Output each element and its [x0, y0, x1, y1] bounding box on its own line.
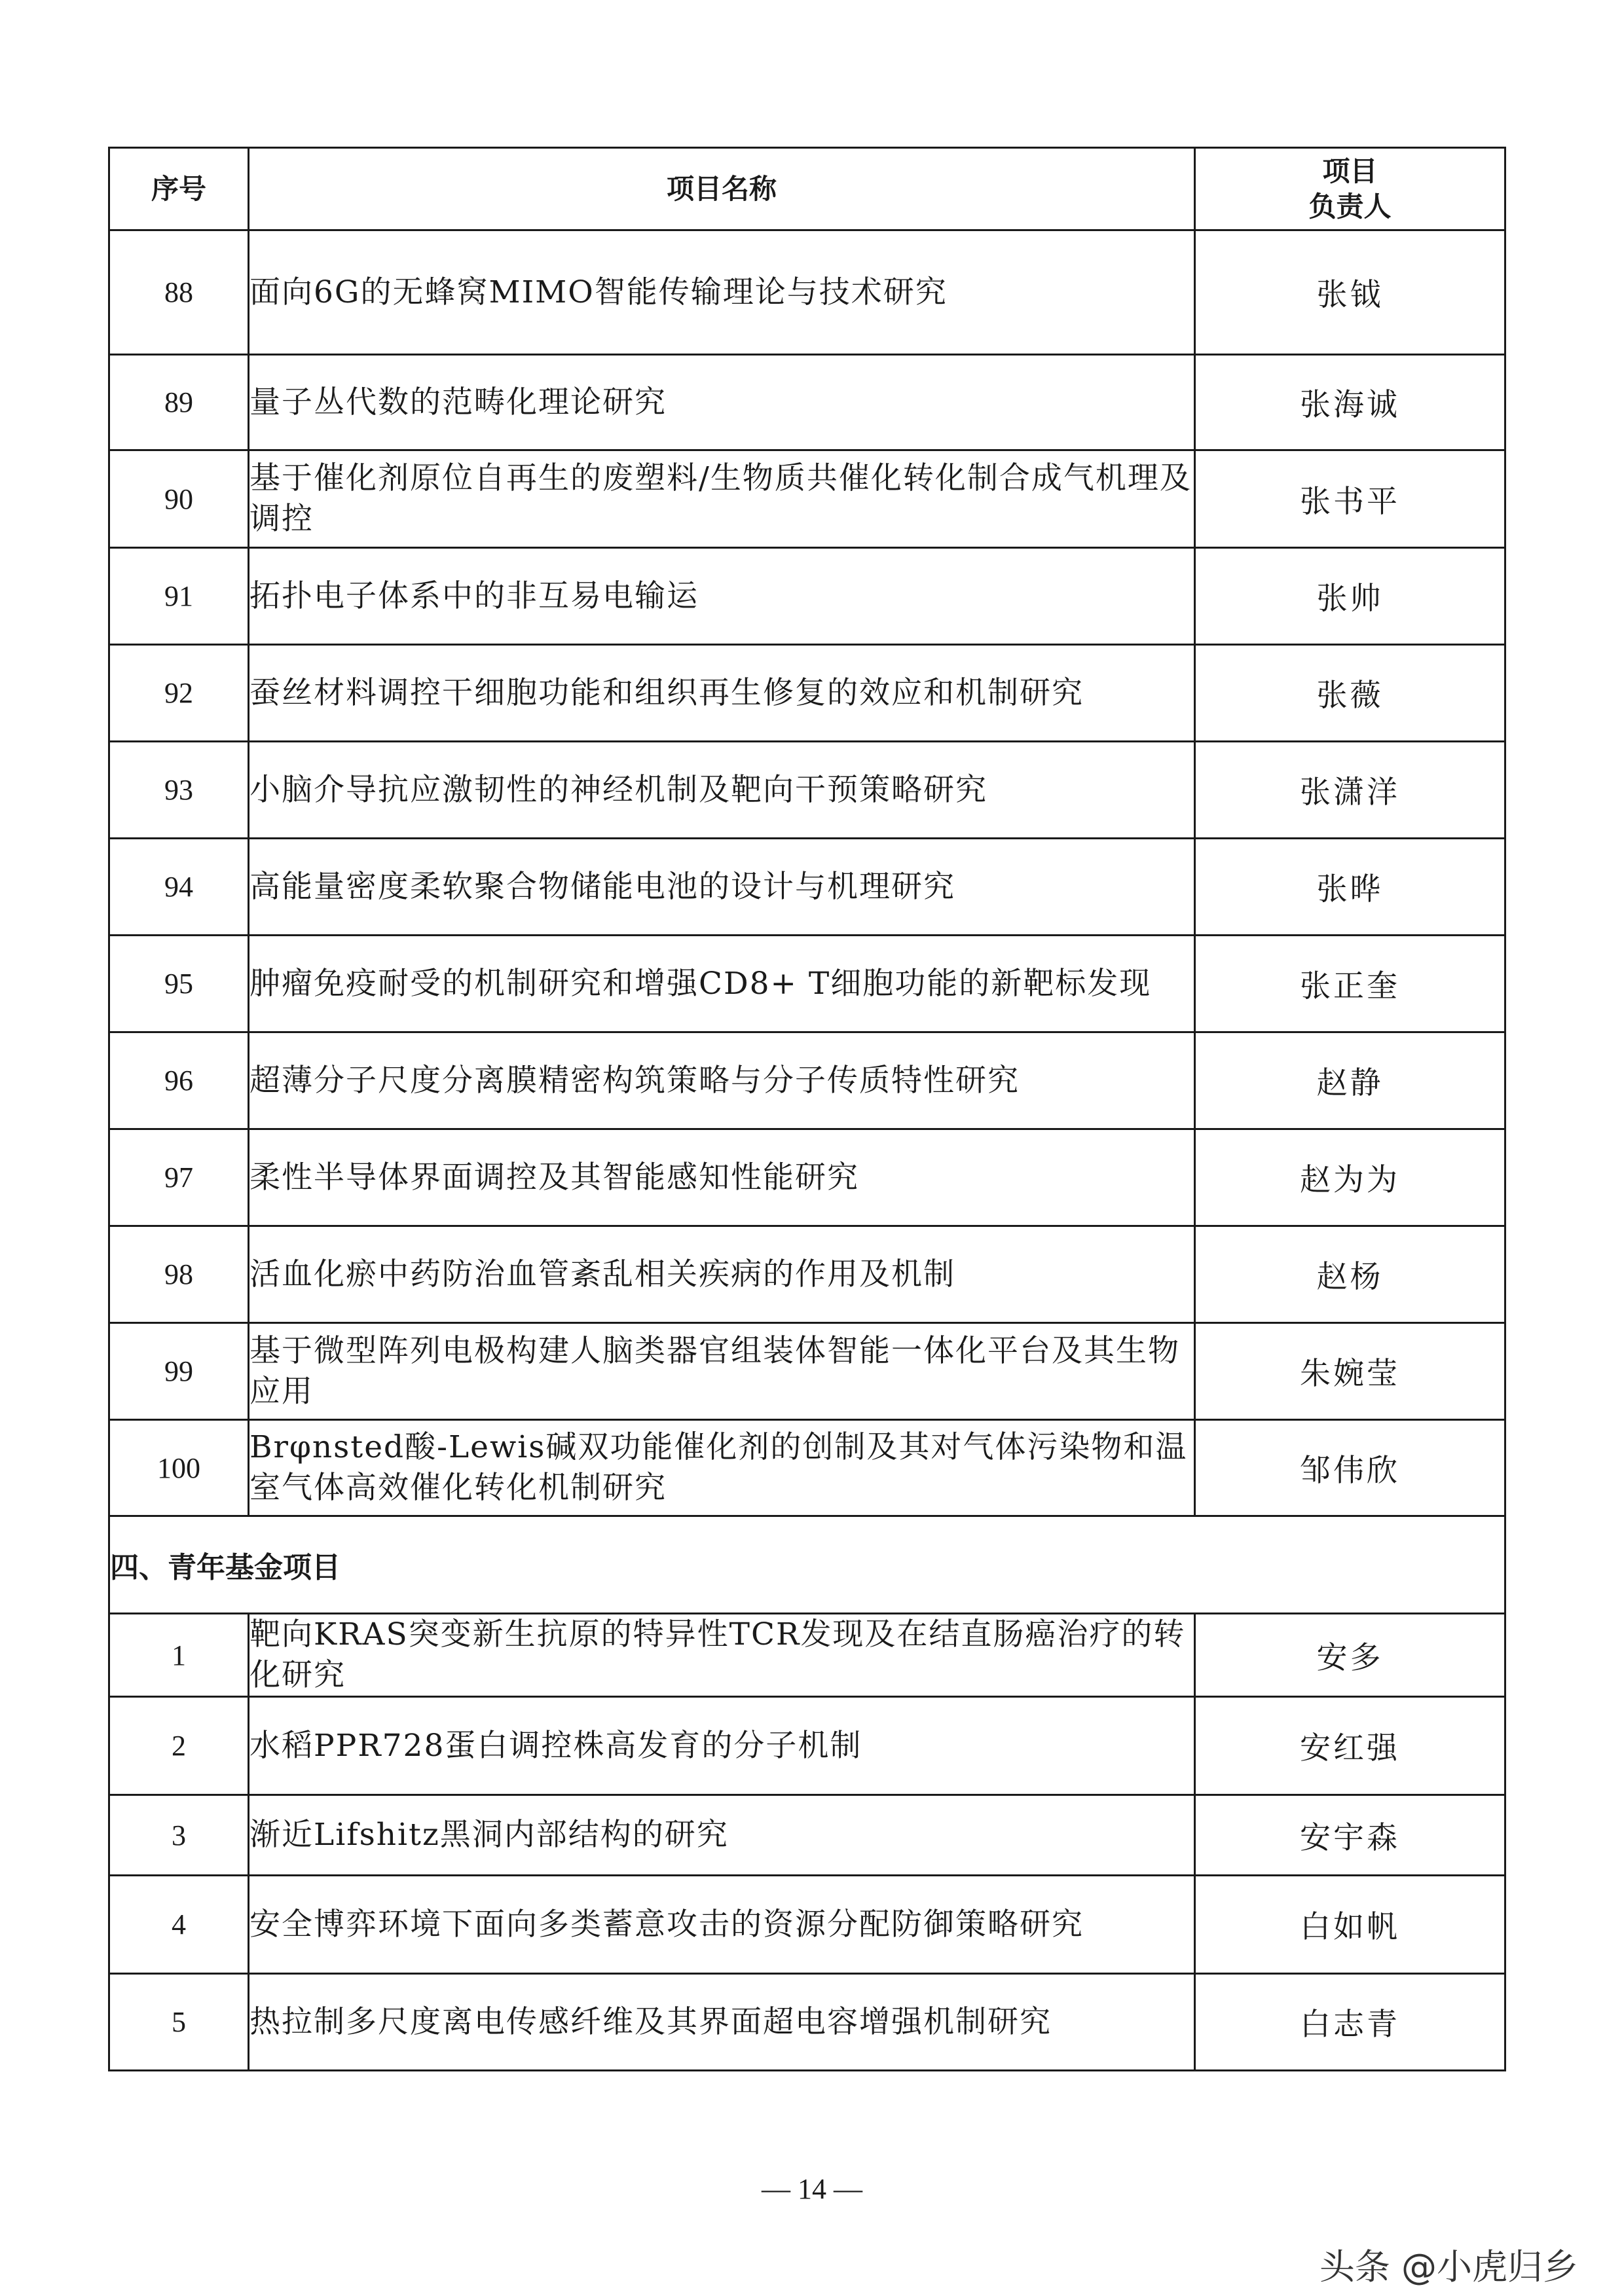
row-number: 94 [109, 839, 249, 936]
row-number: 93 [109, 742, 249, 839]
row-number: 98 [109, 1226, 249, 1323]
project-name: 肿瘤免疫耐受的机制研究和增强CD8+ T细胞功能的新靶标发现 [249, 936, 1195, 1032]
project-leader: 张钺 [1195, 230, 1505, 355]
project-leader: 张海诚 [1195, 355, 1505, 450]
row-number: 88 [109, 230, 249, 355]
header-row [109, 148, 1505, 230]
project-name: 热拉制多尺度离电传感纤维及其界面超电容增强机制研究 [249, 1974, 1195, 2071]
row-number: 1 [109, 1614, 249, 1697]
table-row [109, 230, 1505, 355]
header-seq: 序号 [109, 148, 249, 230]
table-row [109, 1795, 1505, 1876]
project-name: 基于微型阵列电极构建人脑类器官组装体智能一体化平台及其生物应用 [249, 1323, 1195, 1420]
project-name: 小脑介导抗应激韧性的神经机制及靶向干预策略研究 [249, 742, 1195, 839]
table-row [109, 1420, 1505, 1516]
header-name: 项目名称 [249, 148, 1195, 230]
project-name: 拓扑电子体系中的非互易电输运 [249, 548, 1195, 645]
row-number: 91 [109, 548, 249, 645]
project-leader: 安红强 [1195, 1697, 1505, 1795]
table-row [109, 839, 1505, 936]
table-row [109, 548, 1505, 645]
project-name: 安全博弈环境下面向多类蓄意攻击的资源分配防御策略研究 [249, 1876, 1195, 1974]
project-leader: 邹伟欣 [1195, 1420, 1505, 1516]
project-leader: 张晔 [1195, 839, 1505, 936]
table-row [109, 450, 1505, 548]
row-number: 90 [109, 450, 249, 548]
row-number: 100 [109, 1420, 249, 1516]
page-number: — 14 — [762, 2173, 862, 2205]
project-leader: 白志青 [1195, 1974, 1505, 2071]
project-name: 基于催化剂原位自再生的废塑料/生物质共催化转化制合成气机理及调控 [249, 450, 1195, 548]
row-number: 92 [109, 645, 249, 742]
project-name: 超薄分子尺度分离膜精密构筑策略与分子传质特性研究 [249, 1032, 1195, 1129]
project-leader: 张书平 [1195, 450, 1505, 548]
header-person-line2: 负责人 [1308, 190, 1392, 223]
project-leader: 朱婉莹 [1195, 1323, 1505, 1420]
table-row [109, 1974, 1505, 2071]
project-leader: 赵静 [1195, 1032, 1505, 1129]
project-leader: 安宇森 [1195, 1795, 1505, 1876]
project-name: 高能量密度柔软聚合物储能电池的设计与机理研究 [249, 839, 1195, 936]
project-name: Brφnsted酸-Lewis碱双功能催化剂的创制及其对气体污染物和温室气体高效催化转化机制研究 [249, 1420, 1195, 1516]
row-number: 89 [109, 355, 249, 450]
table-row [109, 1614, 1505, 1697]
row-number: 99 [109, 1323, 249, 1420]
project-name: 水稻PPR728蛋白调控株高发育的分子机制 [249, 1697, 1195, 1795]
project-name: 面向6G的无蜂窝MIMO智能传输理论与技术研究 [249, 230, 1195, 355]
row-number: 96 [109, 1032, 249, 1129]
table-row [109, 1129, 1505, 1226]
project-leader: 赵为为 [1195, 1129, 1505, 1226]
project-name: 柔性半导体界面调控及其智能感知性能研究 [249, 1129, 1195, 1226]
table-row [109, 1032, 1505, 1129]
project-leader: 张帅 [1195, 548, 1505, 645]
row-number: 2 [109, 1697, 249, 1795]
project-leader: 赵杨 [1195, 1226, 1505, 1323]
project-leader: 张潇洋 [1195, 742, 1505, 839]
project-name: 靶向KRAS突变新生抗原的特异性TCR发现及在结直肠癌治疗的转化研究 [249, 1614, 1195, 1697]
row-number: 95 [109, 936, 249, 1032]
table-row [109, 1697, 1505, 1795]
project-leader: 白如帆 [1195, 1876, 1505, 1974]
table-row [109, 742, 1505, 839]
table-row [109, 1876, 1505, 1974]
table-row [109, 936, 1505, 1032]
row-number: 3 [109, 1795, 249, 1876]
table-row [109, 355, 1505, 450]
project-name: 渐近Lifshitz黑洞内部结构的研究 [249, 1795, 1195, 1876]
section-title: 四、青年基金项目 [109, 1516, 1505, 1614]
table-row [109, 1226, 1505, 1323]
row-number: 4 [109, 1876, 249, 1974]
project-name: 活血化瘀中药防治血管紊乱相关疾病的作用及机制 [249, 1226, 1195, 1323]
table-row [109, 645, 1505, 742]
project-name: 蚕丝材料调控干细胞功能和组织再生修复的效应和机制研究 [249, 645, 1195, 742]
project-leader: 安多 [1195, 1614, 1505, 1697]
header-person-line1: 项目 [1322, 155, 1378, 187]
watermark: 头条 @小虎归乡 [1319, 2246, 1578, 2287]
project-leader: 张薇 [1195, 645, 1505, 742]
table-row [109, 1323, 1505, 1420]
project-name: 量子丛代数的范畴化理论研究 [249, 355, 1195, 450]
row-number: 5 [109, 1974, 249, 2071]
header-person [1195, 148, 1505, 230]
project-table [108, 147, 1506, 2071]
row-number: 97 [109, 1129, 249, 1226]
section-row [109, 1516, 1505, 1614]
project-leader: 张正奎 [1195, 936, 1505, 1032]
